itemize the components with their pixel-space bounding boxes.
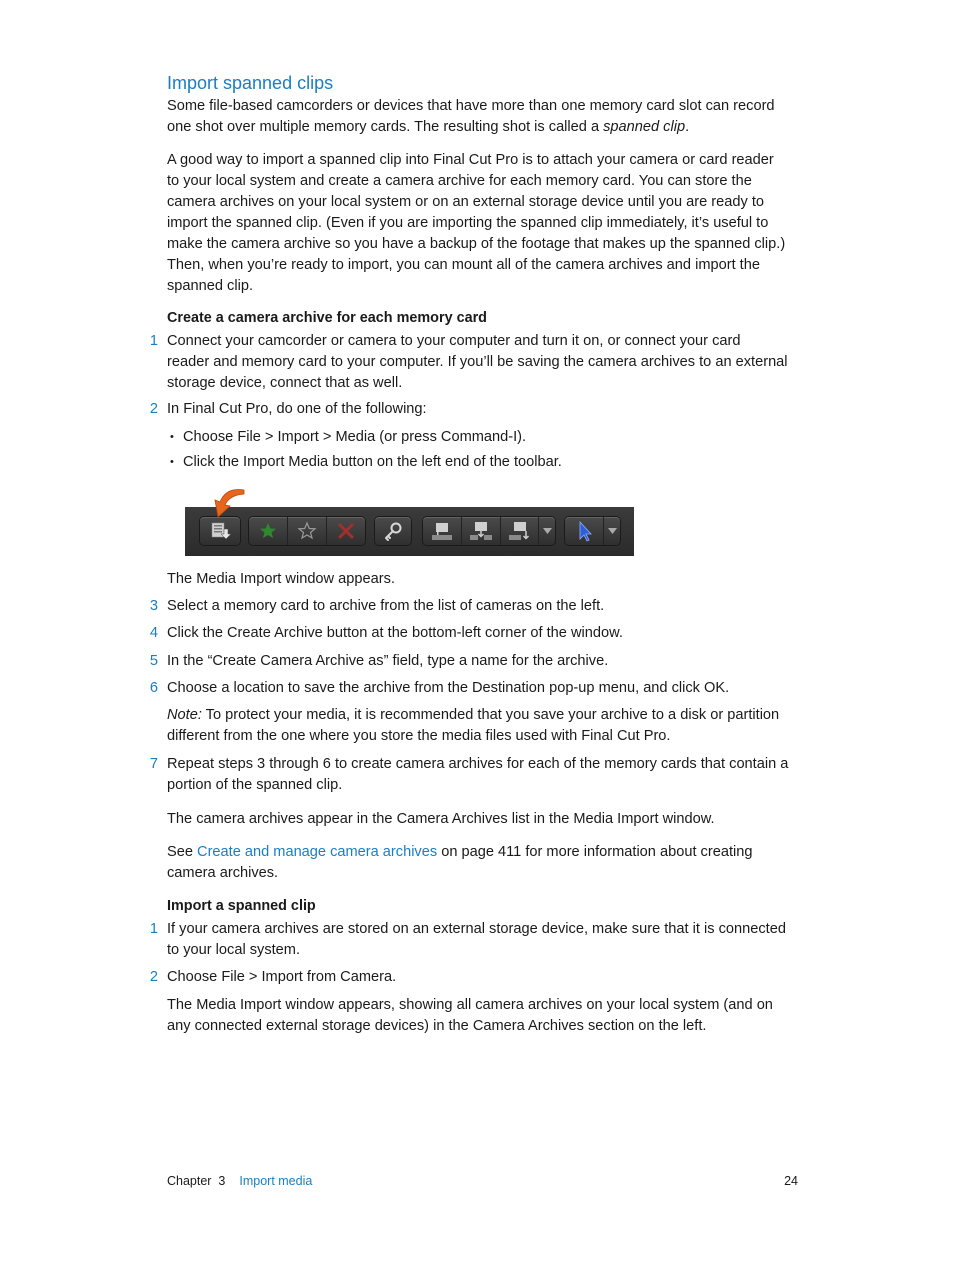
import-media-icon (200, 517, 240, 545)
chevron-down-icon[interactable] (539, 517, 556, 545)
note-line-1: Note: To protect your media, it is recommended that you save your archive to a disk or partition (167, 707, 780, 723)
favorite-star-icon[interactable] (249, 517, 287, 545)
para2-line: make the camera archive so you have a backup of the footage that makes up the spanned clip.) (167, 236, 786, 252)
step-line: to your local system. (167, 942, 301, 958)
step-line: reader and memory card to your computer. If you’ll be saving the camera archives to an external (167, 354, 788, 370)
intro-italic-term: spanned clip (603, 119, 686, 135)
chapter-number: Chapter 3 (167, 1174, 226, 1188)
keyword-button[interactable] (375, 517, 411, 545)
note-line-2: different from the one where you store the media files used with Final Cut Pro. (167, 728, 671, 744)
arrow-pointer-icon (565, 517, 603, 545)
edit-button-group (423, 517, 555, 545)
import-media-button[interactable] (200, 517, 240, 545)
footer-chapter (167, 1174, 312, 1188)
intro-paragraph (167, 96, 795, 138)
bullet-mark: • (170, 431, 174, 443)
intro-line-1: Some file-based camcorders or devices that have more than one memory card slot can record (167, 98, 775, 114)
media-import-appears: The Media Import window appears. (167, 571, 395, 587)
bullet-mark: • (170, 456, 174, 468)
see-also-line-2: camera archives. (167, 865, 279, 881)
select-tool-button[interactable] (565, 517, 620, 545)
step-line: Repeat steps 3 through 6 to create camera archives for each of the memory cards that contain a (167, 756, 789, 772)
section-title: Import spanned clips (167, 73, 334, 93)
chapter-link[interactable]: Import media (239, 1174, 313, 1188)
subhead-create-archive: Create a camera archive for each memory card (167, 310, 487, 326)
step-number: 5 (149, 653, 158, 669)
final-paragraph (167, 995, 795, 1037)
toolbar-screenshot (185, 507, 634, 556)
step-number: 2 (149, 401, 158, 417)
connect-clip-icon[interactable] (423, 517, 461, 545)
para2-line: Then, when you’re ready to import, you can mount all of the camera archives and import the (167, 257, 760, 273)
para2-line: spanned clip. (167, 278, 254, 294)
step-line: Connect your camcorder or camera to your computer and turn it on, or connect your card (167, 333, 741, 349)
step-number: 2 (149, 969, 158, 985)
archives-appear-text: The camera archives appear in the Camera Archives list in the Media Import window. (167, 811, 715, 827)
camera-archives-link[interactable]: Create and manage camera archives (197, 844, 438, 860)
step-4-text: Click the Create Archive button at the bottom-left corner of the window. (167, 625, 623, 641)
step-1-text (167, 331, 795, 394)
archive-paragraph (167, 150, 795, 297)
subhead-import-spanned: Import a spanned clip (167, 898, 316, 914)
step-2-text: In Final Cut Pro, do one of the following: (167, 401, 427, 417)
append-clip-icon[interactable] (501, 517, 539, 545)
unrate-star-icon[interactable] (288, 517, 326, 545)
note-label: Note: (167, 707, 202, 723)
para2-line: camera archives on your local system or on an external storage device until you are ready to (167, 194, 765, 210)
note-block (167, 705, 795, 747)
step-6-text: Choose a location to save the archive from the Destination pop-up menu, and click OK. (167, 680, 730, 696)
step-number: 4 (149, 625, 158, 641)
step-line: If your camera archives are stored on an external storage device, make sure that it is connected (167, 921, 786, 937)
see-also-line-1: See Create and manage camera archives on page 411 for more information about creating (167, 844, 753, 860)
step-line: storage device, connect that as well. (167, 375, 403, 391)
para2-line: to your local system and create a camera archive for each memory card. You can store the (167, 173, 752, 189)
insert-clip-icon[interactable] (462, 517, 500, 545)
step-number: 7 (149, 756, 158, 772)
see-also-paragraph (167, 842, 795, 884)
step-7-text (167, 754, 795, 796)
final-line: The Media Import window appears, showing all camera archives on your local system (and on (167, 997, 773, 1013)
step-line: portion of the spanned clip. (167, 777, 343, 793)
final-line: any connected external storage devices) in the Camera Archives section on the left. (167, 1018, 707, 1034)
step-number: 3 (149, 598, 158, 614)
step-number: 1 (149, 921, 158, 937)
bullet-item: Choose File > Import > Media (or press Command-I). (183, 429, 527, 445)
page-number: 24 (784, 1174, 798, 1188)
step-5-text: In the “Create Camera Archive as” field, type a name for the archive. (167, 653, 609, 669)
import-step-2-text: Choose File > Import from Camera. (167, 969, 397, 985)
intro-line-2: one shot over multiple memory cards. The resulting shot is called a spanned clip. (167, 119, 690, 135)
step-number: 6 (149, 680, 158, 696)
reject-x-icon[interactable] (327, 517, 365, 545)
rating-button-group (249, 517, 365, 545)
step-number: 1 (149, 333, 158, 349)
step-3-text: Select a memory card to archive from the list of cameras on the left. (167, 598, 605, 614)
chevron-down-icon[interactable] (604, 517, 621, 545)
bullet-item: Click the Import Media button on the left end of the toolbar. (183, 454, 562, 470)
callout-arrow-icon (202, 486, 248, 520)
import-step-1-text (167, 919, 795, 961)
para2-line: A good way to import a spanned clip into Final Cut Pro is to attach your camera or card reader (167, 152, 774, 168)
key-icon (375, 517, 411, 545)
para2-line: import the spanned clip. (Even if you are importing the spanned clip immediately, it’s useful to (167, 215, 769, 231)
